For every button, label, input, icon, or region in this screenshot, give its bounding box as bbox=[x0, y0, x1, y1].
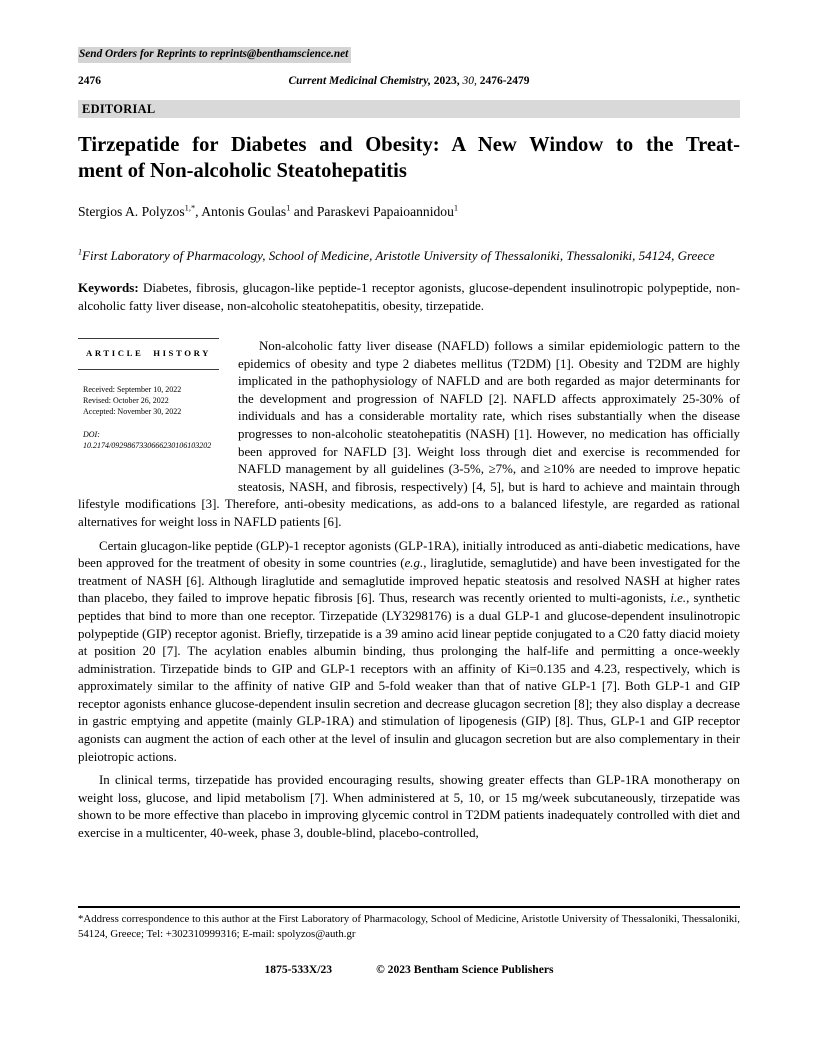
issn-code: 1875-533X/23 bbox=[264, 963, 333, 976]
author-list bbox=[78, 203, 740, 221]
article-history-heading: ARTICLE HISTORY bbox=[85, 348, 212, 358]
page-number: 2476 bbox=[78, 75, 101, 87]
author-affiliation-marker: 1 bbox=[453, 202, 459, 213]
copyright-notice: © 2023 Bentham Science Publishers bbox=[376, 963, 554, 976]
doi-label: DOI: bbox=[83, 429, 100, 439]
author-separator: and bbox=[290, 204, 317, 219]
author-affiliation-marker: 1,* bbox=[184, 202, 196, 213]
journal-citation bbox=[288, 75, 529, 87]
affiliation-text: First Laboratory of Pharmacology, School of Medicine, Aristotle University of Thessaloniki, Thessaloniki, 54124, Greece bbox=[82, 248, 715, 263]
body-paragraph-1: Non-alcoholic fatty liver disease (NAFLD) follows a similar epidemiologic pattern to the epidemics of obesity and type 2 diabetes mellitus (T2DM) [1]. Obesity and T2DM are highly implicated in the pathophysiology of NAFLD and are both regarded as major determinants for the development and progression of NAFLD [2]. NAFLD affects approximately 25-30% of individuals and has a considerable mortality rate, which rises substantially when the disease progresses to non-alcoholic steatohepatitis (NASH) [1]. However, no medication has officially been approved for NAFLD [3]. Weight loss through diet and exercise is recommended for NAFLD management by all guidelines (3-5%, ≥7%, and ≥10% are needed to improve hepatic steatosis, NASH, and fibrosis, respectively) [4, 5], but is hard to achieve and maintain through lifestyle modifications [3]. Therefore, anti-obesity medications, as add-ons to a balanced lifestyle, are regarded as rational alternatives for weight loss in NAFLD patients [6]. bbox=[78, 339, 740, 529]
journal-volume: 30, bbox=[459, 75, 477, 87]
article-history-bottom-rule bbox=[78, 369, 219, 370]
received-date: Received: September 10, 2022 bbox=[83, 384, 182, 394]
affiliation-marker: 1 bbox=[78, 247, 83, 257]
author-name: Stergios A. Polyzos bbox=[78, 204, 185, 219]
keywords-label: Keywords: bbox=[78, 280, 139, 295]
doi-value: 10.2174/0929867330666230106103202 bbox=[83, 440, 212, 450]
author-name: Antonis Goulas bbox=[201, 204, 287, 219]
article-title bbox=[78, 132, 740, 184]
author-name: Paraskevi Papaioannidou bbox=[316, 204, 454, 219]
article-history-dates bbox=[78, 384, 219, 417]
revised-date: Revised: October 26, 2022 bbox=[83, 395, 169, 405]
body-paragraph-3: In clinical terms, tirzepatide has provided encouraging results, showing greater effects than GLP-1RA monotherapy on weight loss, glucose, and lipid metabolism [7]. When administered at 5, 10, or 15 mg/week subcutaneously, tirzepatide was shown to be more effective than placebo in improving glycemic control in T2DM patients inadequately controlled with diet and exercise in a multicenter, 40-week, phase 3, double-blind, placebo-controlled, bbox=[78, 773, 740, 841]
article-history-box bbox=[78, 338, 219, 488]
article-title-line1: Tirzepatide for Diabetes and Obesity: A New Window to the Treat- bbox=[78, 134, 740, 156]
keywords-text: Diabetes, fibrosis, glucagon-like peptide-1 receptor agonists, glucose-dependent insulinotropic polypeptide, non-alcoholic fatty liver disease, non-alcoholic steatohepatitis, obesity, tirzepatide. bbox=[78, 280, 740, 313]
journal-name: Current Medicinal Chemistry, bbox=[288, 75, 431, 87]
reprint-notice: Send Orders for Reprints to reprints@benthamscience.net bbox=[78, 47, 351, 63]
accepted-date: Accepted: November 30, 2022 bbox=[83, 406, 182, 416]
author-separator: , bbox=[195, 204, 202, 219]
correspondence-footnote: *Address correspondence to this author at the First Laboratory of Pharmacology, School of Medicine, Aristotle University of Thessaloniki, Thessaloniki, 54124, Greece; Tel: +302310999316; E-mail: spolyzos@auth.gr bbox=[78, 906, 740, 941]
author-affiliation-marker: 1 bbox=[286, 202, 291, 213]
journal-year: 2023, bbox=[430, 75, 460, 87]
reprint-notice-line bbox=[78, 47, 740, 63]
affiliation bbox=[78, 247, 740, 265]
article-title-line2: ment of Non-alcoholic Steatohepatitis bbox=[78, 160, 407, 182]
body-paragraph-2: Certain glucagon-like peptide (GLP)-1 receptor agonists (GLP-1RA), initially introduced as anti-diabetic medications, have been approved for the treatment of obesity in some countries (e.g., liraglutide, semaglutide) and have been investigated for the treatment of NASH [6]. Although liraglutide and semaglutide improved hepatic steatosis and resolved NASH at higher rates than placebo, they failed to improve hepatic fibrosis [6]. Thus, research was recently oriented to multi-agonists, i.e., synthetic peptides that bind to more than one receptor. Tirzepatide (LY3298176) is a dual GLP-1 and glucose-dependent insulinotropic polypeptide (GIP) receptor agonist. Briefly, tirzepatide is a 39 amino acid linear peptide conjugated to a C20 fatty diacid moiety at position 20 [7]. The acylation enables albumin binding, thus prolonging the half-life and permitting a once-weekly administration. Tirzepatide binds to GIP and GLP-1 receptors with an affinity of Ki=0.135 and 4.23, respectively, which is approximately similar to the affinity of native GIP and 5-fold weaker than that of native GLP-1 [7]. Both GLP-1 and GIP receptor agonists enhance glucose-dependent insulin secretion and decrease glucagon secretion [8]; they also display a decrease in gastric emptying and appetite (mainly GLP-1RA) and stimulation of lipogenesis (GIP) [8]. Thus, GLP-1 and GIP receptor agonists can augment the action of each other at the level of insulin and glucagon secretion but are also complementary in their pleiotropic actions. bbox=[78, 538, 741, 764]
issn-copyright-line bbox=[78, 963, 740, 976]
section-label: EDITORIAL bbox=[78, 100, 740, 118]
article-body bbox=[78, 338, 740, 843]
journal-reference-line bbox=[78, 74, 740, 89]
keywords-block bbox=[78, 279, 740, 315]
doi-block bbox=[78, 429, 219, 451]
journal-pages: 2476-2479 bbox=[476, 75, 530, 87]
